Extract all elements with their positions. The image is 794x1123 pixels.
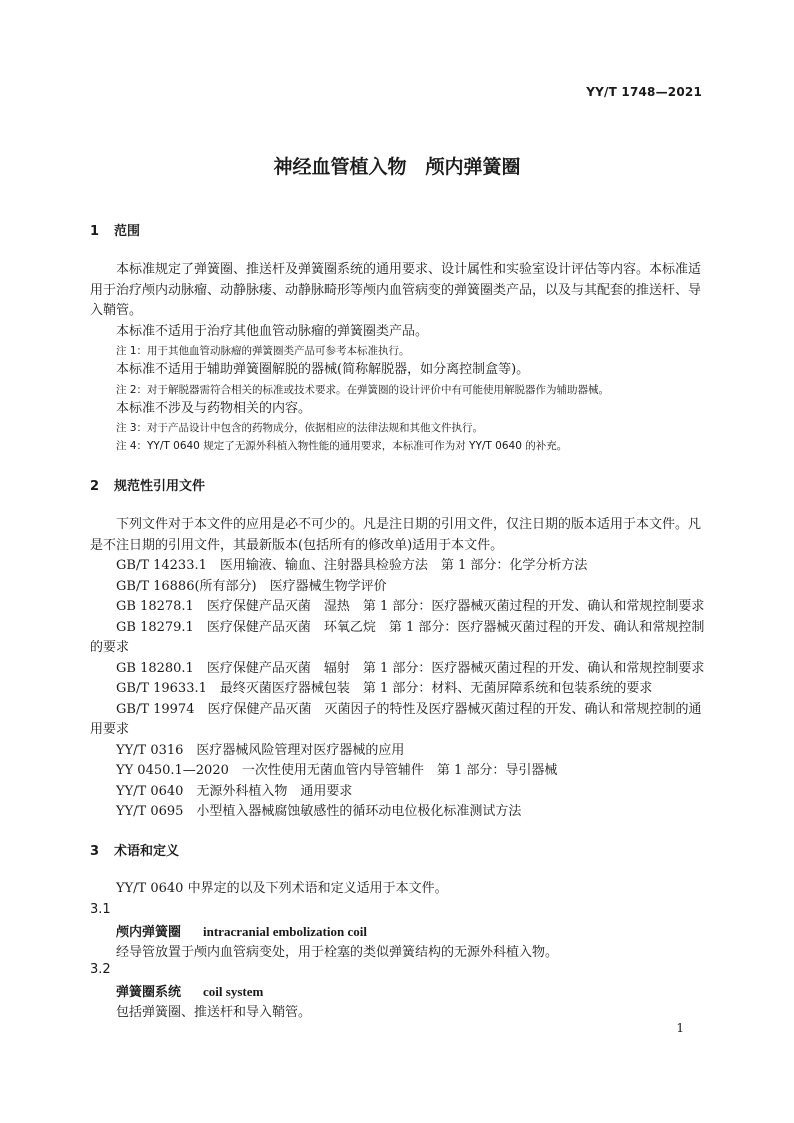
scope-note-1: 注 1：用于其他血管动脉瘤的弹簧圈类产品可参考本标准执行。	[116, 345, 410, 357]
reference-item: YY/T 0695 小型植入器械腐蚀敏感性的循环动电位极化标准测试方法	[116, 804, 522, 819]
references-body	[90, 515, 706, 823]
reference-item: GB 18280.1 医疗保健产品灭菌 辐射 第 1 部分：医疗器械灭菌过程的开发、确认和常规控制要求	[116, 660, 705, 676]
scope-note-3: 注 3：对于产品设计中包含的药物成分，依据相应的法律法规和其他文件执行。	[116, 422, 484, 434]
section-title: 规范性引用文件	[114, 479, 206, 494]
reference-item: GB/T 19974 医疗保健产品灭菌 灭菌因子的特性及医疗器械灭菌过程的开发、确认和常规控制的通用要求	[90, 701, 702, 737]
standard-code: YY/T 1748—2021	[586, 85, 702, 99]
section-number: 1	[90, 224, 100, 239]
reference-item: GB/T 19633.1 最终灭菌医疗器械包装 第 1 部分：材料、无菌屏障系统和包装系统的要求	[116, 681, 653, 696]
terms-intro-block	[90, 879, 706, 900]
document-title: 神经血管植入物 颅内弹簧圈	[273, 156, 521, 178]
reference-item: GB 18279.1 医疗保健产品灭菌 环氧乙烷 第 1 部分：医疗器械灭菌过程的开发、确认和常规控制的要求	[90, 619, 705, 655]
section-title: 术语和定义	[114, 844, 180, 859]
section-2-heading	[90, 475, 205, 494]
term-number: 3.1	[90, 902, 111, 917]
section-1-heading	[90, 220, 140, 239]
section-3-heading	[90, 840, 179, 859]
term-number: 3.2	[90, 962, 111, 977]
reference-item: YY 0450.1—2020 一次性使用无菌血管内导管辅件 第 1 部分：导引器械	[116, 763, 558, 778]
section-number: 3	[90, 844, 100, 859]
term-name-en: intracranial embolization coil	[203, 924, 367, 939]
reference-item: GB/T 14233.1 医用输液、输血、注射器具检验方法 第 1 部分：化学分析方法	[116, 558, 588, 573]
scope-paragraph-1: 本标准规定了弹簧圈、推送杆及弹簧圈系统的通用要求、设计属性和实验室设计评估等内容。本标准适用于治疗颅内动脉瘤、动静脉瘘、动静脉畸形等颅内血管病变的弹簧圈类产品，以及与其配套的推送杆、导入鞘管。	[90, 262, 702, 318]
reference-item: GB 18278.1 医疗保健产品灭菌 湿热 第 1 部分：医疗器械灭菌过程的开发、确认和常规控制要求	[116, 599, 705, 614]
term-name-zh: 颅内弹簧圈	[116, 925, 182, 940]
reference-item: GB/T 16886(所有部分) 医疗器械生物学评价	[116, 578, 387, 594]
references-intro: 下列文件对于本文件的应用是必不可少的。凡是注日期的引用文件，仅注日期的版本适用于本文件。凡是不注日期的引用文件，其最新版本(包括所有的修改单)适用于本文件。	[90, 517, 702, 553]
scope-note-2: 注 2：对于解脱器需符合相关的标准或技术要求。在弹簧圈的设计评价中有可能使用解脱器作为辅助器械。	[116, 383, 610, 396]
scope-note-4: 注 4：YY/T 0640 规定了无源外科植入物性能的通用要求，本标准可作为对 YY/T 0640 的补充。	[116, 440, 568, 452]
term-definition: 包括弹簧圈、推送杆和导入鞘管。	[116, 1005, 312, 1020]
section-title: 范围	[114, 224, 141, 239]
scope-paragraph-2: 本标准不适用于治疗其他血管动脉瘤的弹簧圈类产品。	[116, 323, 429, 339]
term-definition: 经导管放置于颅内血管病变处，用于栓塞的类似弹簧结构的无源外科植入物。	[116, 945, 559, 960]
scope-paragraph-4: 本标准不涉及与药物相关的内容。	[116, 400, 312, 416]
terms-intro: YY/T 0640 中界定的以及下列术语和定义适用于本文件。	[116, 881, 448, 896]
term-heading	[116, 981, 263, 1000]
reference-item: YY/T 0316 医疗器械风险管理对医疗器械的应用	[116, 742, 405, 758]
scope-paragraph-3: 本标准不适用于辅助弹簧圈解脱的器械(简称解脱器，如分离控制盒等)。	[116, 362, 530, 377]
term-name-zh: 弹簧圈系统	[116, 985, 182, 1000]
reference-item: YY/T 0640 无源外科植入物 通用要求	[116, 783, 353, 799]
term-heading	[116, 921, 367, 940]
section-number: 2	[90, 479, 100, 494]
page-number: 1	[676, 1021, 684, 1035]
term-name-en: coil system	[203, 984, 264, 999]
scope-body	[90, 260, 706, 455]
